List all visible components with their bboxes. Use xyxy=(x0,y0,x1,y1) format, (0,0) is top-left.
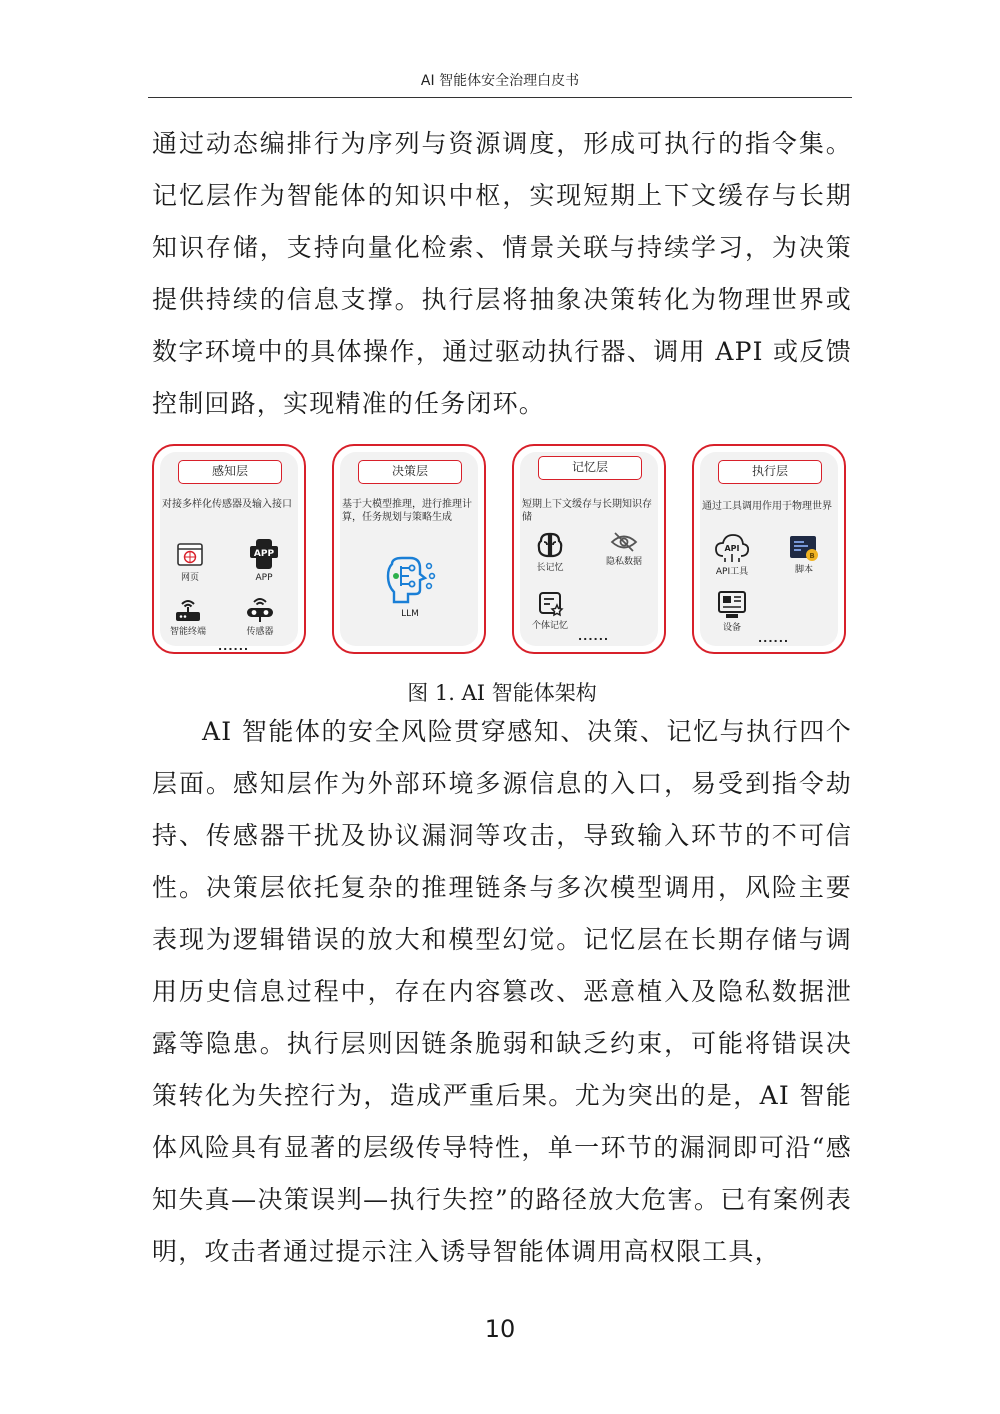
svg-text:APP: APP xyxy=(253,549,275,559)
body-paragraph-1: 通过动态编排行为序列与资源调度，形成可执行的指令集。记忆层作为智能体的知识中枢，实现短期上下文缓存与长期知识存储，支持向量化检索、情景关联与持续学习，为决策提供持续的信息支撑。执行层将抽象决策转化为物理世界或数字环境中的具体操作，通过驱动执行器、调用 API 或反馈控制回路，实现精准的任务闭环。 xyxy=(152,129,852,418)
item-label: 隐私数据 xyxy=(605,557,642,567)
memory-star-icon xyxy=(535,590,565,618)
item-label: 长记忆 xyxy=(536,563,564,573)
layer-title-decision: 决策层 xyxy=(358,460,462,484)
item-label: 个体记忆 xyxy=(531,621,568,631)
svg-text:API: API xyxy=(724,544,740,553)
item-label: 智能终端 xyxy=(169,627,206,637)
layer-card-execution xyxy=(692,444,846,654)
item-webpage xyxy=(160,540,220,584)
architecture-figure xyxy=(152,444,852,656)
figure-caption: 图 1. AI 智能体架构 xyxy=(407,681,597,705)
more-indicator: ...... xyxy=(218,640,250,653)
header-divider xyxy=(148,97,852,98)
svg-text:B: B xyxy=(809,552,815,560)
device-icon xyxy=(716,590,748,620)
item-smart-terminal xyxy=(158,596,218,638)
page-number: 10 xyxy=(484,1315,516,1343)
layer-title-execution: 执行层 xyxy=(718,460,822,484)
layer-card-perception xyxy=(152,444,306,654)
item-label: 设备 xyxy=(722,623,741,633)
api-cloud-icon xyxy=(713,532,751,564)
ai-brain-icon xyxy=(382,554,438,606)
item-personal-memory xyxy=(520,590,580,632)
eye-off-icon xyxy=(609,530,639,554)
item-long-memory xyxy=(520,530,580,574)
brain-icon xyxy=(535,530,565,560)
item-label: APP xyxy=(255,573,273,583)
item-private-data xyxy=(594,530,654,568)
more-indicator: ...... xyxy=(578,630,610,643)
layer-title-memory: 记忆层 xyxy=(538,456,642,480)
item-label: 网页 xyxy=(180,573,199,583)
layer-card-decision xyxy=(332,444,486,654)
router-icon xyxy=(173,596,203,624)
layer-desc-perception: 对接多样化传感器及输入接口 xyxy=(162,499,292,510)
webpage-icon xyxy=(175,540,205,570)
item-app xyxy=(234,538,294,584)
layer-desc-decision: 基于大模型推理，进行推理计算，任务规划与策略生成 xyxy=(342,499,472,523)
app-icon xyxy=(249,538,279,570)
item-label: 传感器 xyxy=(246,627,274,637)
running-header: AI 智能体安全治理白皮书 xyxy=(420,73,580,89)
more-indicator: ...... xyxy=(758,632,790,645)
item-api-tool xyxy=(702,532,762,578)
item-script xyxy=(774,534,834,576)
layer-desc-memory: 短期上下文缓存与长期知识存储 xyxy=(522,499,652,523)
item-sensor xyxy=(230,596,290,638)
body-paragraph-2: AI 智能体的安全风险贯穿感知、决策、记忆与执行四个层面。感知层作为外部环境多源信息的入口，易受到指令劫持、传感器干扰及协议漏洞等攻击，导致输入环节的不可信性。决策层依托复杂的推理链条与多次模型调用，风险主要表现为逻辑错误的放大和模型幻觉。记忆层在长期存储与调用历史信息过程中，存在内容篡改、恶意植入及隐私数据泄露等隐患。执行层则因链条脆弱和缺乏约束，可能将错误决策转化为失控行为，造成严重后果。尤为突出的是，AI 智能体风险具有显著的层级传导特性，单一环节的漏洞即可沿“感知失真—决策误判—执行失控”的路径放大危害。已有案例表明，攻击者通过提示注入诱导智能体调用高权限工具， xyxy=(152,717,852,1266)
item-llm xyxy=(380,554,440,620)
sensor-icon xyxy=(243,596,277,624)
item-label: API工具 xyxy=(715,567,749,577)
layer-title-perception: 感知层 xyxy=(178,460,282,484)
item-label: 脚本 xyxy=(794,565,813,575)
layer-desc-execution: 通过工具调用作用于物理世界 xyxy=(702,501,832,512)
script-icon xyxy=(788,534,820,562)
item-device xyxy=(702,590,762,634)
item-label: LLM xyxy=(401,609,419,619)
layer-card-memory xyxy=(512,444,666,654)
